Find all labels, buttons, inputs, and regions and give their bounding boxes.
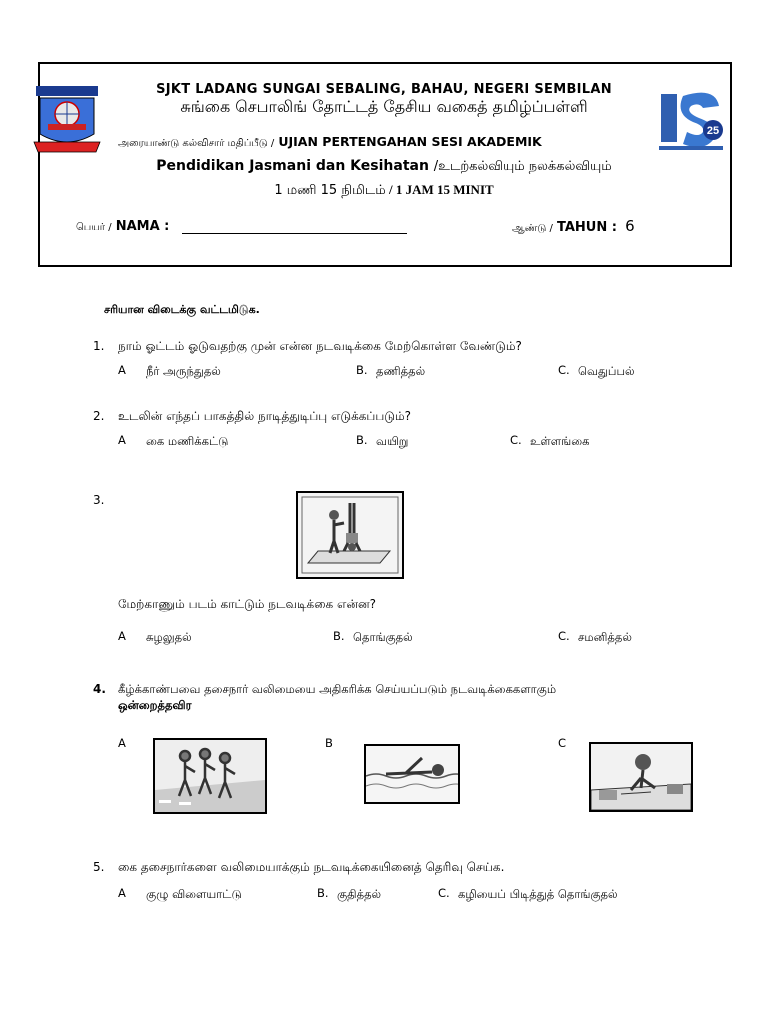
name-label-tamil: பெயர் / <box>76 222 112 233</box>
q2-option-c-text[interactable]: உள்ளங்கை <box>530 434 590 448</box>
school-name-tamil: சுங்கை செபாலிங் தோட்டத் தேசிய வகைத் தமிழ்ப்பள்ளி <box>180 97 588 116</box>
question-2-number: 2. <box>93 409 105 423</box>
q4-option-a-letter[interactable]: A <box>118 736 126 750</box>
q2-option-c-letter[interactable]: C. <box>510 433 522 447</box>
question-3-number: 3. <box>93 493 105 507</box>
q5-option-a-letter[interactable]: A <box>118 886 126 900</box>
q1-option-c-letter[interactable]: C. <box>558 363 570 377</box>
question-4-number: 4. <box>93 682 106 696</box>
question-5-text: கை தசைநார்களை வலிமையாக்கும் நடவடிக்கையினைத் தெரிவு செய்க. <box>118 860 505 874</box>
q3-option-a-letter[interactable]: A <box>118 629 126 643</box>
q4-option-b-letter[interactable]: B <box>325 736 333 750</box>
q1-option-b-letter[interactable]: B. <box>356 363 368 377</box>
q4-option-c-letter[interactable]: C <box>558 736 567 750</box>
question-4-text-emphasis: ஒன்றைத்தவிர <box>118 698 192 712</box>
handstand-picture <box>296 491 404 579</box>
q4-option-a-picture[interactable] <box>153 738 267 814</box>
q1-option-b-text[interactable]: தணித்தல் <box>376 364 426 378</box>
logo-number-text: 25 <box>706 125 720 137</box>
school-name-english: SJKT LADANG SUNGAI SEBALING, BAHAU, NEGERI SEMBILAN <box>156 82 612 97</box>
question-4-text: கீழ்க்காண்பவை தசைநார் வலிமையை அதிகரிக்க செய்யப்படும் நடவடிக்கைகளாகும் <box>118 682 557 696</box>
name-field <box>76 219 407 234</box>
name-label-malay: NAMA : <box>115 219 170 234</box>
exam-title <box>118 134 542 150</box>
question-3-text: மேற்காணும் படம் காட்டும் நடவடிக்கை என்ன? <box>118 597 377 611</box>
year-field <box>512 217 635 235</box>
year-label-malay: TAHUN : <box>557 220 617 235</box>
q1-option-c-text[interactable]: வெதுப்பல் <box>578 364 635 378</box>
q4-option-b-picture[interactable] <box>364 744 460 804</box>
q2-option-a-letter[interactable]: A <box>118 433 126 447</box>
subject-tamil: /உடற்கல்வியும் நலக்கல்வியும் <box>433 159 612 174</box>
exam-title-malay: UJIAN PERTENGAHAN SESI AKADEMIK <box>278 134 542 149</box>
q2-option-b-text[interactable]: வயிறு <box>376 434 409 448</box>
duration-tamil: 1 மணி 15 நிமிடம் <box>274 183 386 198</box>
q5-option-c-text[interactable]: கழியைப் பிடித்துத் தொங்குதல் <box>458 887 618 901</box>
q2-option-b-letter[interactable]: B. <box>356 433 368 447</box>
year-label-tamil: ஆண்டு / <box>512 223 553 234</box>
q1-option-a-letter[interactable]: A <box>118 363 126 377</box>
duration <box>0 182 768 199</box>
q2-option-a-text[interactable]: கை மணிக்கட்டு <box>146 434 229 448</box>
subject-malay: Pendidikan Jasmani dan Kesihatan <box>156 158 429 174</box>
subject-title <box>0 158 768 175</box>
q3-option-a-text[interactable]: சுழலுதல் <box>146 630 192 644</box>
q3-option-b-text[interactable]: தொங்குதல் <box>353 630 413 644</box>
question-1-text: நாம் ஓட்டம் ஓடுவதற்கு முன் என்ன நடவடிக்கை மேற்கொள்ள வேண்டும்? <box>118 339 522 353</box>
question-1-number: 1. <box>93 339 105 353</box>
instruction: சரியான விடைக்கு வட்டமிடுக. <box>104 303 260 316</box>
q3-option-c-letter[interactable]: C. <box>558 629 570 643</box>
q5-option-b-text[interactable]: குதித்தல் <box>337 887 382 901</box>
q5-option-c-letter[interactable]: C. <box>438 886 450 900</box>
year-value: 6 <box>625 217 635 235</box>
exam-title-tamil: அரையாண்டு கல்விசார் மதிப்பீடு / <box>118 138 275 149</box>
q3-option-b-letter[interactable]: B. <box>333 629 345 643</box>
question-5-number: 5. <box>93 860 105 874</box>
question-2-text: உடலின் எந்தப் பாகத்தில் நாடித்துடிப்பு எடுக்கப்படும்? <box>118 409 412 423</box>
duration-malay: / 1 JAM 15 MINIT <box>388 182 494 197</box>
name-blank-line[interactable] <box>182 221 407 234</box>
q3-option-c-text[interactable]: சமனித்தல் <box>578 630 632 644</box>
q5-option-b-letter[interactable]: B. <box>317 886 329 900</box>
q1-option-a-text[interactable]: நீர் அருந்துதல் <box>146 364 221 378</box>
q5-option-a-text[interactable]: குழு விளையாட்டு <box>146 887 242 901</box>
q4-option-c-picture[interactable] <box>589 742 693 812</box>
